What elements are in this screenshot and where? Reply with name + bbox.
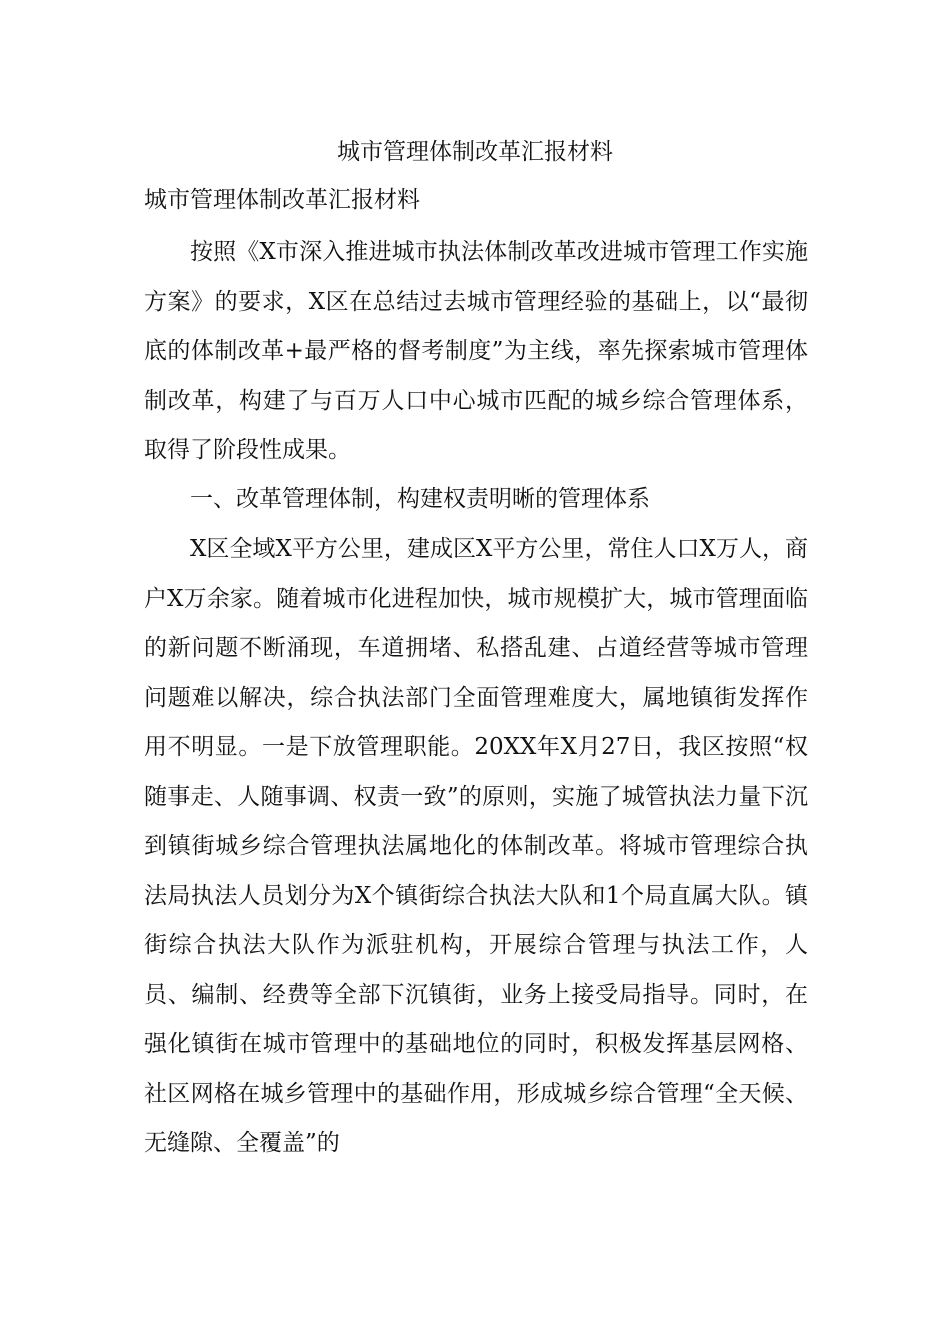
intro-block xyxy=(144,228,808,476)
body-paragraph: X区全域X平方公里，建成区X平方公里，常住人口X万人，商户X万余家。随着城市化进程加快，城市规模扩大，城市管理面临的新问题不断涌现，车道拥堵、私搭乱建、占道经营等城市管理问题难以解决，综合执法部门全面管理难度大，属地镇街发挥作用不明显。一是下放管理职能。20XX年X月27日，我区按照“权随事走、人随事调、权责一致”的原则，实施了城管执法力量下沉到镇街城乡综合管理执法属地化的体制改革。将城市管理综合执法局执法人员划分为X个镇街综合执法大队和1个局直属大队。镇街综合执法大队作为派驻机构，开展综合管理与执法工作，人员、编制、经费等全部下沉镇街，业务上接受局指导。同时，在强化镇街在城市管理中的基础地位的同时，积极发挥基层网格、社区网格在城乡管理中的基础作用，形成城乡综合管理“全天候、无缝隙、全覆盖”的 xyxy=(144,536,808,1156)
intro-paragraph: 按照《X市深入推进城市执法体制改革改进城市管理工作实施方案》的要求，X区在总结过去城市管理经验的基础上，以“最彻底的体制改革+最严格的督考制度”为主线，率先探索城市管理体制改革，构建了与百万人口中心城市匹配的城乡综合管理体系，取得了阶段性成果。 xyxy=(144,239,808,463)
document-title: 城市管理体制改革汇报材料 xyxy=(337,139,613,165)
document-subtitle: 城市管理体制改革汇报材料 xyxy=(144,187,420,213)
body-block xyxy=(144,525,808,1169)
section-heading: 一、改革管理体制，构建权责明晰的管理体系 xyxy=(190,486,650,512)
section-heading-block xyxy=(144,475,808,525)
